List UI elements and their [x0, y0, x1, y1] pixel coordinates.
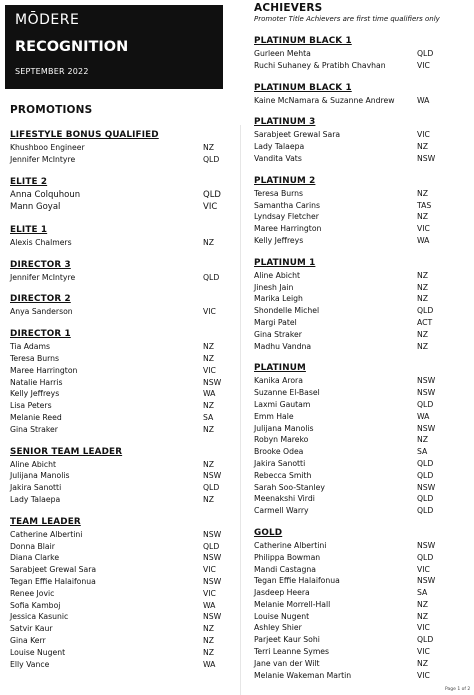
section-lifestyle-bonus-qualified	[10, 130, 220, 166]
achiever-name: Laxmi Gautam	[254, 399, 311, 409]
achiever-region: QLD	[417, 552, 434, 562]
achiever-name: Louise Nugent	[254, 611, 310, 621]
list-item	[254, 270, 436, 282]
list-item	[10, 576, 220, 588]
achiever-name: Emm Hale	[254, 411, 294, 421]
list-item	[254, 305, 436, 317]
achievers-heading: ACHIEVERS	[254, 2, 323, 14]
achiever-region: VIC	[203, 588, 216, 598]
achiever-name: Teresa Burns	[10, 353, 60, 363]
achiever-name: Samantha Carins	[254, 200, 320, 210]
achiever-region: NZ	[203, 342, 215, 352]
list-item	[254, 293, 436, 305]
achiever-region: QLD	[203, 541, 220, 551]
achiever-name: Jane van der Wilt	[254, 658, 320, 668]
achiever-name: Melanie Morrell-Hall	[254, 599, 331, 609]
achiever-name: Ruchi Suhaney & Pratibh Chavhan	[254, 60, 386, 70]
list-item	[254, 564, 436, 576]
achiever-region: NSW	[203, 377, 222, 387]
achiever-name: Satvir Kaur	[10, 624, 53, 634]
list-item	[10, 659, 220, 671]
achiever-region: WA	[417, 411, 430, 421]
section-senior-team-leader	[10, 447, 220, 506]
list-item	[254, 646, 436, 658]
list-item	[10, 600, 220, 612]
achiever-name: Alexis Chalmers	[10, 237, 72, 247]
list-item	[254, 141, 436, 153]
achiever-region: QLD	[417, 494, 434, 504]
list-item	[254, 60, 436, 72]
achiever-region: WA	[417, 95, 430, 105]
achiever-name: Jessica Kasunic	[10, 612, 69, 622]
section-title: DIRECTOR 2	[10, 294, 71, 305]
section-platinum-1	[254, 258, 436, 353]
achiever-name: Sarah Soo-Stanley	[254, 482, 325, 492]
achiever-region: NZ	[203, 635, 215, 645]
achiever-name: Tegan Effie Halaifonua	[10, 576, 96, 586]
list-item	[254, 399, 436, 411]
achiever-name: Jennifer McIntyre	[10, 154, 76, 164]
section-director-2	[10, 294, 220, 318]
achiever-name: Gina Straker	[10, 424, 58, 434]
achiever-region: QLD	[417, 49, 434, 58]
achievers-column	[254, 36, 436, 692]
achiever-name: Mandi Castagna	[254, 564, 316, 574]
section-title: PLATINUM BLACK 1	[254, 36, 352, 46]
list-item	[10, 494, 220, 506]
list-item	[254, 188, 436, 200]
achiever-name: Lyndsay Fletcher	[254, 212, 319, 222]
achievers-subtitle: Promoter Title Achievers are first time qualifiers only	[254, 15, 440, 23]
achiever-name: Rebecca Smith	[254, 470, 312, 480]
achiever-name: Robyn Mareko	[254, 435, 309, 445]
recognition-banner	[5, 5, 223, 89]
achiever-region: NSW	[417, 388, 436, 398]
achiever-name: Maree Harrington	[254, 224, 322, 234]
achiever-name: Jasdeep Heera	[254, 588, 310, 598]
list-item	[254, 235, 436, 247]
list-item	[10, 529, 220, 541]
section-title: PLATINUM 2	[254, 175, 316, 186]
column-divider	[240, 125, 241, 695]
achiever-region: SA	[417, 447, 428, 457]
achiever-region: NSW	[203, 471, 222, 481]
achiever-region: VIC	[203, 365, 216, 375]
achiever-region: NZ	[417, 212, 429, 222]
achiever-name: Ashley Shier	[254, 623, 302, 633]
achiever-region: NZ	[417, 341, 429, 351]
achiever-region: VIC	[417, 623, 430, 633]
promotions-column	[10, 130, 220, 681]
achiever-region: NZ	[203, 647, 215, 657]
achiever-region: QLD	[203, 154, 220, 164]
achiever-region: WA	[203, 659, 216, 669]
list-item	[254, 446, 436, 458]
banner-date: SEPTEMBER 2022	[15, 67, 89, 76]
section-title: PLATINUM 1	[254, 257, 316, 268]
achiever-region: NZ	[417, 611, 429, 621]
list-item	[254, 540, 436, 552]
achiever-region: NZ	[203, 424, 215, 434]
list-item	[254, 482, 436, 494]
achiever-name: Gina Straker	[254, 329, 302, 339]
achiever-name: Melanie Reed	[10, 412, 62, 422]
achiever-name: Brooke Odea	[254, 447, 304, 457]
section-team-leader	[10, 517, 220, 671]
achiever-name: Sarabjeet Grewal Sara	[10, 565, 97, 575]
section-title: DIRECTOR 3	[10, 259, 71, 270]
achiever-name: Meenakshi Virdi	[254, 494, 315, 504]
list-item	[254, 587, 436, 599]
list-item	[10, 412, 220, 424]
achiever-region: QLD	[417, 306, 434, 316]
list-item	[10, 237, 220, 249]
achiever-region: NZ	[417, 329, 429, 339]
achiever-name: Diana Clarke	[10, 553, 60, 563]
achiever-region: VIC	[203, 565, 216, 575]
achiever-name: Tegan Effie Halaifonua	[254, 576, 340, 586]
achiever-region: NZ	[203, 353, 215, 363]
list-item	[10, 201, 220, 214]
list-item	[254, 552, 436, 564]
achiever-region: NSW	[203, 612, 222, 622]
list-item	[254, 493, 436, 505]
section-title: ELITE 2	[10, 176, 48, 187]
achiever-region: NSW	[417, 540, 436, 550]
list-item	[254, 670, 436, 682]
section-platinum-black-1	[254, 83, 436, 107]
achiever-region: NZ	[417, 658, 429, 668]
achiever-name: Carmell Warry	[254, 506, 309, 516]
list-item	[10, 459, 220, 471]
list-item	[10, 189, 220, 202]
list-item	[254, 95, 436, 107]
achiever-name: Catherine Albertini	[254, 540, 327, 550]
list-item	[254, 411, 436, 423]
list-item	[254, 341, 436, 353]
promotions-heading: PROMOTIONS	[10, 104, 93, 116]
achiever-name: Khushboo Engineer	[10, 143, 85, 152]
achiever-region: VIC	[203, 307, 216, 317]
achiever-region: NZ	[417, 599, 429, 609]
achiever-name: Gina Kerr	[10, 635, 46, 645]
achiever-name: Sarabjeet Grewal Sara	[254, 130, 341, 140]
achiever-region: QLD	[203, 189, 221, 200]
list-item	[10, 154, 220, 166]
achiever-name: Marika Leigh	[254, 294, 303, 304]
list-item	[10, 470, 220, 482]
section-title: DIRECTOR 1	[10, 329, 71, 340]
list-item	[10, 424, 220, 436]
section-director-1	[10, 329, 220, 435]
achiever-region: QLD	[417, 458, 434, 468]
achiever-region: WA	[203, 389, 216, 399]
achiever-name: Vandita Vats	[254, 153, 302, 163]
achiever-region: NZ	[203, 401, 215, 411]
achiever-name: Maree Harrington	[10, 365, 78, 375]
section-elite-1	[10, 225, 220, 249]
section-title: GOLD	[254, 527, 283, 538]
list-item	[10, 588, 220, 600]
list-item	[10, 341, 220, 353]
list-item	[10, 482, 220, 494]
achiever-name: Jinesh Jain	[254, 282, 294, 292]
achiever-name: Tia Adams	[10, 342, 50, 352]
achiever-region: NZ	[417, 188, 429, 198]
achiever-region: SA	[417, 588, 428, 598]
list-item	[254, 458, 436, 470]
list-item	[254, 387, 436, 399]
list-item	[254, 611, 436, 623]
achiever-region: QLD	[417, 506, 434, 516]
achiever-name: Anya Sanderson	[10, 307, 73, 317]
achiever-name: Kanika Arora	[254, 376, 303, 386]
achiever-region: QLD	[417, 470, 434, 480]
achiever-region: NSW	[417, 153, 436, 163]
achiever-name: Lisa Peters	[10, 401, 52, 411]
list-item	[10, 541, 220, 553]
achiever-region: NSW	[417, 576, 436, 586]
achiever-name: Jakira Sanotti	[254, 458, 306, 468]
list-item	[10, 635, 220, 647]
achiever-name: Terri Leanne Symes	[254, 647, 330, 657]
achiever-region: QLD	[417, 399, 434, 409]
list-item	[10, 552, 220, 564]
achiever-name: Lady Talaepa	[254, 142, 305, 152]
section-title: LIFESTYLE BONUS QUALIFIED	[10, 130, 159, 140]
list-item	[254, 48, 436, 60]
achiever-region: ACT	[417, 317, 433, 327]
page-number: Page 1 of 2	[445, 687, 471, 692]
section-director-3	[10, 260, 220, 284]
section-platinum-black-1	[254, 36, 436, 72]
achiever-region: NZ	[417, 435, 429, 445]
achiever-region: VIC	[417, 60, 430, 70]
achiever-region: VIC	[203, 202, 218, 213]
achiever-region: NZ	[417, 294, 429, 304]
achiever-name: Kelly Jeffreys	[10, 389, 60, 399]
achiever-region: VIC	[417, 130, 430, 140]
section-title: TEAM LEADER	[10, 516, 81, 527]
achiever-region: NSW	[417, 482, 436, 492]
achiever-region: WA	[417, 235, 430, 245]
achiever-name: Lady Talaepa	[10, 494, 61, 504]
achiever-region: NZ	[203, 143, 215, 152]
achiever-name: Gurleen Mehta	[254, 49, 311, 58]
achiever-name: Suzanne El-Basel	[254, 388, 320, 398]
section-elite-2	[10, 177, 220, 214]
achiever-region: VIC	[417, 224, 430, 234]
list-item	[254, 505, 436, 517]
list-item	[254, 223, 436, 235]
banner-title: RECOGNITION	[15, 39, 129, 55]
list-item	[254, 200, 436, 212]
list-item	[254, 153, 436, 165]
list-item	[254, 129, 436, 141]
list-item	[10, 647, 220, 659]
section-title: PLATINUM BLACK 1	[254, 82, 352, 93]
achiever-name: Mann Goyal	[10, 202, 61, 213]
achiever-region: NZ	[417, 142, 429, 152]
achiever-region: VIC	[417, 647, 430, 657]
achiever-region: NZ	[203, 459, 215, 469]
achiever-region: NSW	[203, 576, 222, 586]
list-item	[254, 423, 436, 435]
achiever-name: Jakira Sanotti	[10, 483, 62, 493]
list-item	[10, 611, 220, 623]
list-item	[254, 211, 436, 223]
achiever-region: NSW	[203, 553, 222, 563]
achiever-region: NZ	[203, 494, 215, 504]
achiever-name: Teresa Burns	[254, 188, 304, 198]
list-item	[254, 434, 436, 446]
section-title: PLATINUM 3	[254, 117, 316, 128]
achiever-region: VIC	[417, 670, 430, 680]
achiever-name: Donna Blair	[10, 541, 55, 551]
achiever-name: Margi Patel	[254, 317, 297, 327]
section-title: PLATINUM	[254, 363, 306, 374]
list-item	[254, 575, 436, 587]
achiever-region: VIC	[417, 564, 430, 574]
achiever-name: Natalie Harris	[10, 377, 63, 387]
brand-logo: MŌDERE	[15, 12, 80, 28]
list-item	[10, 388, 220, 400]
list-item	[10, 623, 220, 635]
list-item	[254, 658, 436, 670]
achiever-region: NZ	[417, 270, 429, 280]
achiever-region: NSW	[417, 376, 436, 386]
achiever-region: NZ	[203, 237, 215, 247]
achiever-region: QLD	[203, 272, 220, 282]
achiever-region: NSW	[203, 529, 222, 539]
list-item	[10, 377, 220, 389]
achiever-region: NZ	[417, 282, 429, 292]
achiever-name: Kaine McNamara & Suzanne Andrew	[254, 95, 395, 105]
achiever-name: Madhu Vandna	[254, 341, 312, 351]
achiever-name: Jennifer McIntyre	[10, 272, 76, 282]
achiever-name: Sofia Kamboj	[10, 600, 61, 610]
section-gold	[254, 528, 436, 682]
achiever-name: Renee Jovic	[10, 588, 55, 598]
achiever-name: Shondelle Michel	[254, 306, 320, 316]
section-platinum-2	[254, 176, 436, 247]
achiever-name: Melanie Wakeman Martin	[254, 670, 352, 680]
list-item	[254, 375, 436, 387]
list-item	[10, 365, 220, 377]
achiever-name: Elly Vance	[10, 659, 50, 669]
achiever-region: TAS	[417, 200, 432, 210]
list-item	[254, 599, 436, 611]
achiever-name: Anna Colquhoun	[10, 189, 81, 200]
list-item	[254, 634, 436, 646]
section-platinum	[254, 363, 436, 517]
achiever-name: Louise Nugent	[10, 647, 66, 657]
achiever-name: Aline Abicht	[10, 459, 56, 469]
achiever-region: WA	[203, 600, 216, 610]
achiever-region: NZ	[203, 624, 215, 634]
list-item	[254, 470, 436, 482]
achiever-name: Parjeet Kaur Sohi	[254, 635, 320, 645]
achiever-region: NSW	[417, 423, 436, 433]
list-item	[254, 329, 436, 341]
achiever-name: Catherine Albertini	[10, 529, 83, 539]
achiever-name: Philippa Bowman	[254, 552, 321, 562]
achiever-region: SA	[203, 412, 214, 422]
list-item	[254, 282, 436, 294]
achiever-name: Julijana Manolis	[254, 423, 314, 433]
list-item	[10, 142, 220, 154]
section-title: SENIOR TEAM LEADER	[10, 446, 123, 457]
list-item	[10, 353, 220, 365]
achiever-name: Kelly Jeffreys	[254, 235, 304, 245]
achiever-region: QLD	[203, 483, 220, 493]
list-item	[10, 400, 220, 412]
section-title: ELITE 1	[10, 224, 48, 235]
list-item	[10, 306, 220, 318]
achiever-name: Aline Abicht	[254, 270, 300, 280]
list-item	[10, 272, 220, 284]
list-item	[254, 317, 436, 329]
section-platinum-3	[254, 117, 436, 164]
list-item	[254, 622, 436, 634]
achiever-region: QLD	[417, 635, 434, 645]
achiever-name: Julijana Manolis	[10, 471, 70, 481]
list-item	[10, 564, 220, 576]
